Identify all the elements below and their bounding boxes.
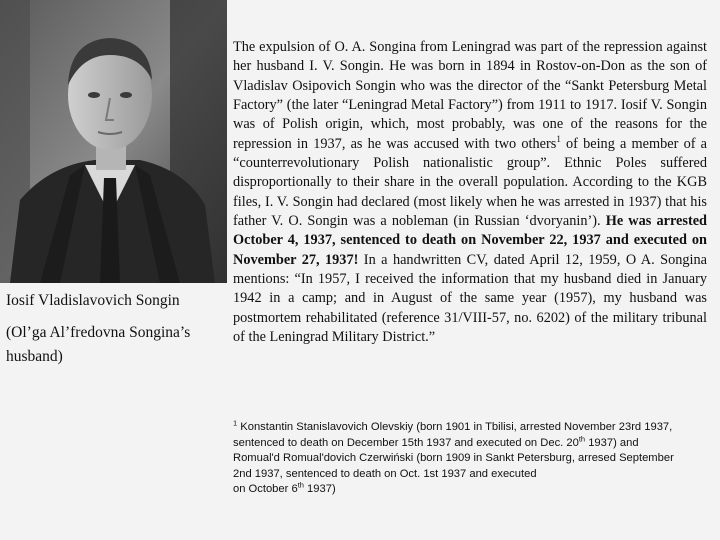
main-paragraph: [233, 38, 707, 348]
footnote-line-5: [233, 482, 713, 498]
footnote-text: Konstantin Stanislavovich Olevskiy (born 1901 in Tbilisi, arrested November 23rd 1937,: [237, 421, 673, 433]
ordinal-suffix: th: [297, 480, 304, 490]
photo-caption-relation: (Ol’ga Al’fredovna Songina’s: [6, 324, 191, 341]
footnote-text: 1937) and: [585, 436, 639, 449]
footnote-reference: 1: [556, 133, 561, 144]
photo-caption-name: Iosif Vladislavovich Songin: [6, 292, 180, 309]
footnote-text: sentenced to death on December 15th 1937 and executed on Dec. 20: [233, 436, 579, 449]
body-text-3: In a handwritten CV, dated April 12, 1959, O A. Songina mentions: “In 1957, I received the information that my husband died in January 1942 in a camp; and in August of the same year (1957), my husband was postmortem rehabilitated (reference 31/VIII-57, no. 6202) of the military tribunal of the Leningrad Military District.”: [233, 251, 708, 346]
footnote: [233, 420, 713, 498]
footnote-line-2: [233, 433, 713, 452]
footnote-mark: 1: [233, 418, 238, 428]
footnote-line-4: 2nd 1937, sentenced to death on Oct. 1st 1937 and executed: [233, 467, 537, 480]
body-bold-statement: He was arrested October 4, 1937, sentenced to death on November 22, 1937 and executed on November 27, 1937!: [233, 213, 707, 268]
body-text-2: of being a member of a “counterrevolutionary Polish nationalistic group”. Ethnic Poles suffered disproportionally to their share in the overall population. According to the KGB files, I. V. Songin had declared (most likely when he was arrested in 1937) that his father V. O. Songin was a nobleman (in Russian ‘dvoryanin’).: [233, 135, 708, 230]
footnote-line-1: [233, 420, 713, 436]
footnote-line-3: Romual'd Romual'dovich Czerwiński (born 1909 in Sankt Petersburg, arresed September: [233, 452, 674, 465]
footnote-text: 1937): [303, 483, 336, 496]
portrait-photo: [0, 0, 227, 283]
body-text-1: The expulsion of O. A. Songina from Leningrad was part of the repression against her husband I. V. Songin. He was born in 1894 in Rostov-on-Don as the son of Vladislav Osipovich Songin who was the director of the “Sankt Petersburg Metal Factory” (the later “Leningrad Metal Factory”) from 1911 to 1917. Iosif V. Songin was of Polish origin, which, most probably, was one of the reasons for the repression in 1937, as he was accused with two others: [233, 39, 707, 152]
ordinal-suffix: th: [578, 433, 586, 443]
photo-caption-relation-cont: husband): [6, 348, 63, 365]
footnote-text: on October 6: [233, 483, 298, 496]
